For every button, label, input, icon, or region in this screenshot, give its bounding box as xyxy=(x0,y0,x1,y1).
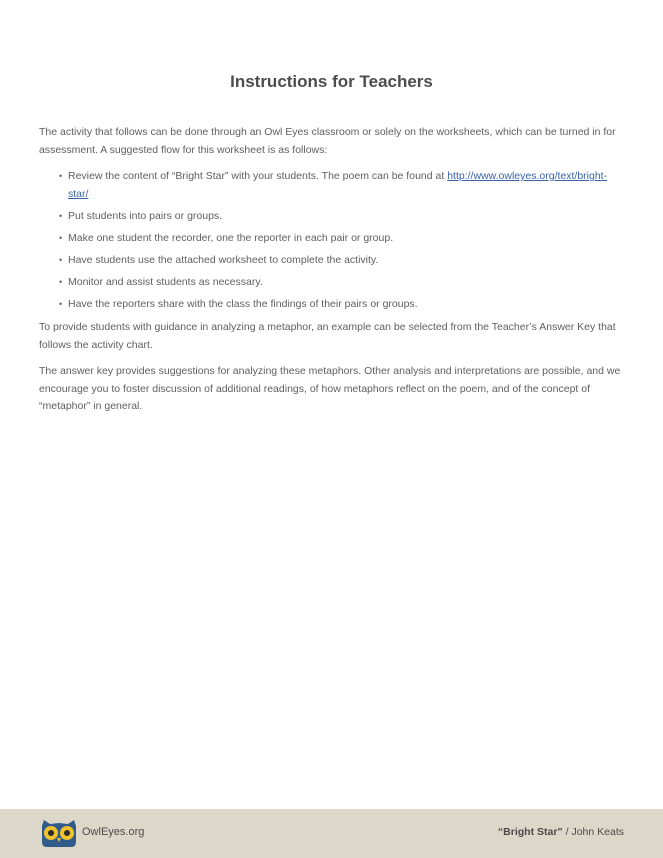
list-item-text: Have the reporters share with the class the findings of their pairs or groups. xyxy=(68,297,418,310)
bullet-icon: • xyxy=(59,232,63,243)
page-title: Instructions for Teachers xyxy=(230,72,433,91)
document-body xyxy=(39,124,627,425)
suggested-flow-list xyxy=(39,168,627,313)
list-item xyxy=(39,274,627,292)
list-item-text: Review the content of “Bright Star” with your students. The poem can be found at xyxy=(68,170,448,182)
work-attribution xyxy=(498,826,624,838)
list-item xyxy=(39,296,627,314)
author-name: John Keats xyxy=(571,826,624,838)
answer-key-paragraph: The answer key provides suggestions for analyzing these metaphors. Other analysis and interpretations are possible, and we encourage you to foster discussion of additional readings, of how metaphors reflect on the poem, and of the concept of “metaphor” in general. xyxy=(39,365,621,412)
list-item-text: Make one student the recorder, one the reporter in each pair or group. xyxy=(68,231,394,244)
list-item-text: Monitor and assist students as necessary. xyxy=(68,275,263,288)
intro-paragraph: The activity that follows can be done through an Owl Eyes classroom or solely on the worksheets, which can be turned in for assessment. A suggested flow for this worksheet is as follows: xyxy=(39,126,616,156)
brand-name[interactable]: OwlEyes.org xyxy=(82,826,145,838)
page-footer xyxy=(0,809,663,858)
owl-logo-icon[interactable] xyxy=(39,818,79,850)
list-item-text: Put students into pairs or groups. xyxy=(68,209,223,222)
guidance-paragraph: To provide students with guidance in analyzing a metaphor, an example can be selected from the Teacher’s Answer Key that follows the activity chart. xyxy=(39,321,616,351)
bullet-icon: • xyxy=(59,171,63,181)
bullet-icon: • xyxy=(59,210,63,221)
poem-link[interactable]: http://www.owleyes.org/text/bright-star/ xyxy=(68,170,608,200)
list-item xyxy=(39,230,627,248)
list-item xyxy=(39,168,627,203)
bullet-icon: • xyxy=(59,254,63,265)
bullet-icon: • xyxy=(59,298,63,309)
bullet-icon: • xyxy=(59,276,63,287)
work-title: “Bright Star” xyxy=(497,826,563,838)
attribution-separator: / xyxy=(562,826,572,838)
list-item xyxy=(39,252,627,270)
list-item xyxy=(39,208,627,226)
list-item-text: Have students use the attached worksheet to complete the activity. xyxy=(68,253,379,266)
